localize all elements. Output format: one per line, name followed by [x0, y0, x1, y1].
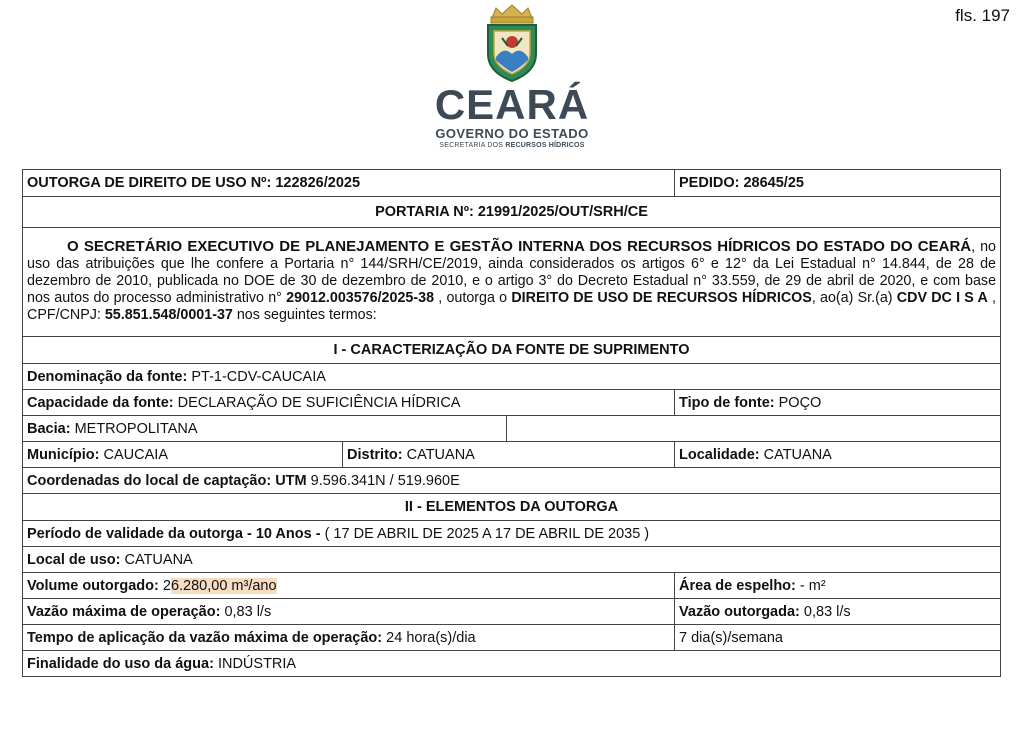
intro-paragraph: O SECRETÁRIO EXECUTIVO DE PLANEJAMENTO E GESTÃO INTERNA DOS RECURSOS HÍDRICOS DO ESTADO DO CEARÁ, no uso das atribuições que lhe confere a Portaria n° 144/SRH/CE/2019, ainda considerados os artigos 6° e 12° da Lei Estadual n° 14.844, de 28 de dezembro de 2010, publicada no DOE de 30 de dezembro de 2010, e o artigo 3° do Decreto Estadual n° 33.559, de 29 de abril de 2020, e com base nos autos do processo administrativo n° 29012.003576/2025-38 , outorga o DIREITO DE USO DE RECURSOS HÍDRICOS, ao(a) Sr.(a) CDV DC I S A , CPF/CNPJ: 55.851.548/0001-37 nos seguintes termos: [23, 228, 1001, 337]
section-1-title: I - CARACTERIZAÇÃO DA FONTE DE SUPRIMENTO [23, 337, 1001, 364]
locality: Localidade: CATUANA [675, 442, 1001, 468]
basin-row [23, 416, 1001, 442]
source-type: Tipo de fonte: POÇO [675, 390, 1001, 416]
place-of-use-row [23, 547, 1001, 573]
coordinates-row [23, 468, 1001, 494]
validity-period: Período de validade da outorga - 10 Anos - ( 17 DE ABRIL DE 2025 A 17 DE ABRIL DE 2035 ) [23, 521, 1001, 547]
location-row [23, 442, 1001, 468]
capture-coordinates: Coordenadas do local de captação: UTM 9.596.341N / 519.960E [23, 468, 1001, 494]
page-number: fls. 197 [955, 6, 1010, 25]
title-row [23, 170, 1001, 197]
pedido-number: PEDIDO: 28645/25 [675, 170, 1001, 197]
volume-highlight: 6.280,00 m³/ano [170, 577, 277, 594]
basin: Bacia: METROPOLITANA [23, 416, 507, 442]
mirror-area: Área de espelho: - m² [675, 573, 1001, 599]
logo-government: GOVERNO DO ESTADO [435, 126, 589, 141]
source-capacity: Capacidade da fonte: DECLARAÇÃO DE SUFICIÊNCIA HÍDRICA [23, 390, 675, 416]
municipality: Município: CAUCAIA [23, 442, 343, 468]
purpose-row [23, 651, 1001, 677]
max-operating-flow: Vazão máxima de operação: 0,83 l/s [23, 599, 675, 625]
application-days: 7 dia(s)/semana [675, 625, 1001, 651]
granted-volume: Volume outorgado: 26.280,00 m³/ano [23, 573, 675, 599]
granted-flow: Vazão outorgada: 0,83 l/s [675, 599, 1001, 625]
logo-secretariat: SECRETARIA DOS RECURSOS HÍDRICOS [439, 142, 585, 149]
place-of-use: Local de uso: CATUANA [23, 547, 1001, 573]
portaria-number: PORTARIA Nº: 21991/2025/OUT/SRH/CE [23, 197, 1001, 228]
outorga-document-table [22, 169, 1001, 677]
volume-row [23, 573, 1001, 599]
basin-empty-cell [507, 416, 1001, 442]
logo-state-name: CEARÁ [434, 81, 590, 128]
outorga-number: OUTORGA DE DIREITO DE USO Nº: 122826/2025 [23, 170, 675, 197]
state-logo [424, 2, 600, 154]
flow-row [23, 599, 1001, 625]
application-time-row [23, 625, 1001, 651]
water-use-purpose: Finalidade do uso da água: INDÚSTRIA [23, 651, 1001, 677]
validity-row [23, 521, 1001, 547]
district: Distrito: CATUANA [343, 442, 675, 468]
coat-of-arms-icon [424, 2, 600, 84]
capacity-row [23, 390, 1001, 416]
section-2-title: II - ELEMENTOS DA OUTORGA [23, 494, 1001, 521]
source-name: Denominação da fonte: PT-1-CDV-CAUCAIA [23, 364, 1001, 390]
source-name-row [23, 364, 1001, 390]
application-time: Tempo de aplicação da vazão máxima de operação: 24 hora(s)/dia [23, 625, 675, 651]
